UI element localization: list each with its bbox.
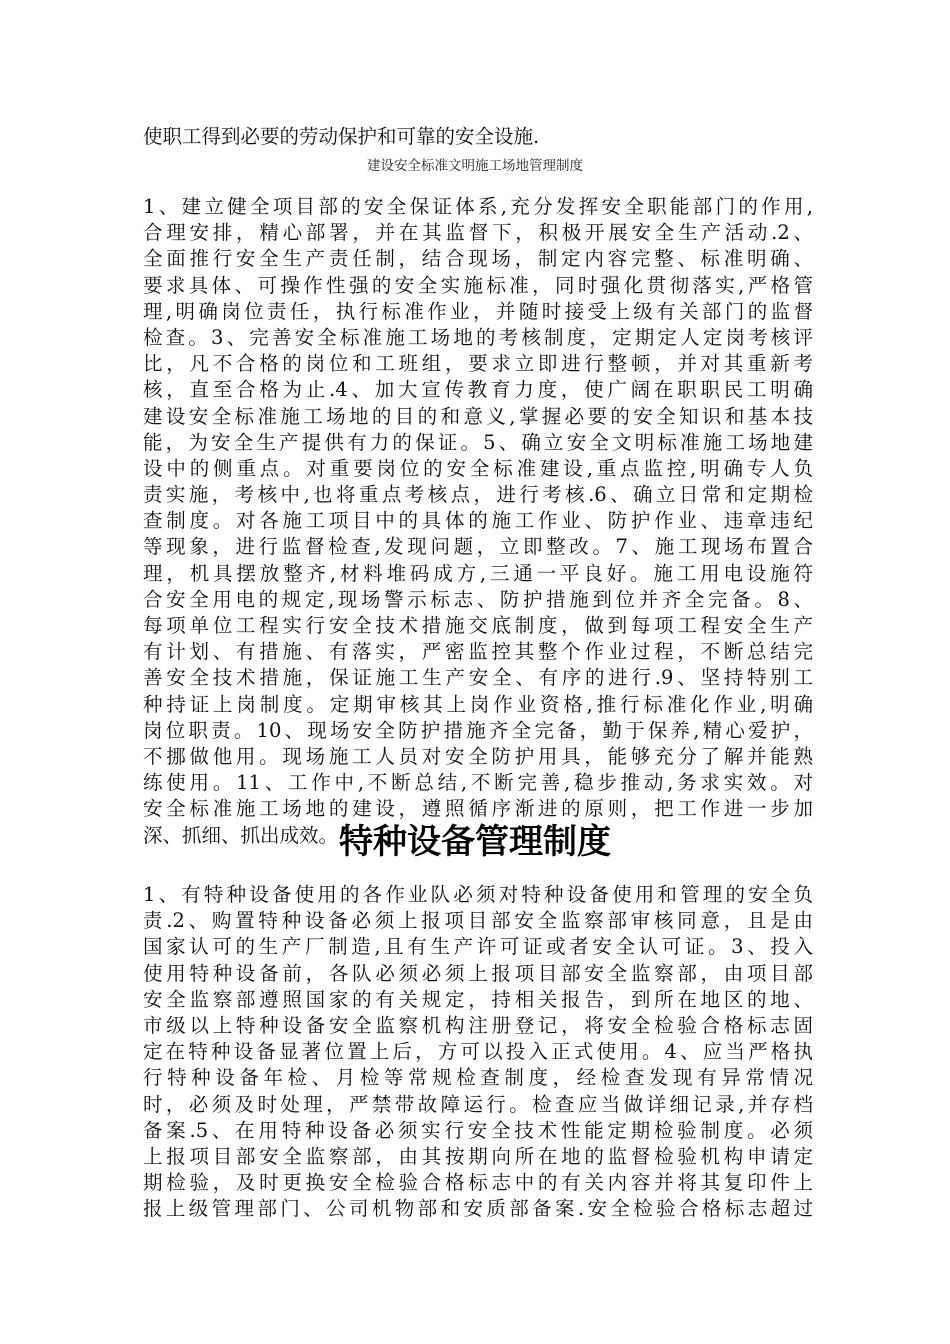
text-line: 建设安全标准施工场地的目的和意义,掌握必要的安全知识和基本技 — [143, 404, 813, 428]
text-line: 合理安排，精心部署，并在其监督下，积极开展安全生产活动.2、 — [143, 221, 813, 245]
text-line: 等现象，进行监督检查,发现问题，立即整改。7、施工现场布置合 — [143, 535, 813, 559]
text-line: 理,明确岗位责任，执行标准作业，并随时接受上级有关部门的监督 — [143, 299, 813, 323]
text-line: 合安全用电的规定,现场警示标志、防护措施到位并齐全完备。8、 — [143, 587, 813, 611]
text-line: 期检验，及时更换安全检验合格标志中的有关内容并将其复印件上 — [143, 1171, 813, 1195]
text-line: 查制度。对各施工项目中的具体的施工作业、防护作业、违章违纪 — [143, 509, 813, 533]
text-line: 备案.5、在用特种设备必须实行安全技术性能定期检验制度。必须 — [143, 1118, 813, 1142]
section1-body — [143, 194, 813, 849]
text-line: 不挪做他用。现场施工人员对安全防护用具，能够充分了解并能熟 — [143, 744, 813, 768]
text-line: 国家认可的生产厂制造,且有生产许可证或者安全认可证。3、投入 — [143, 935, 813, 959]
text-line: 深、抓细、抓出成效。 — [143, 823, 339, 847]
text-line: 要求具体、可操作性强的安全实施标准，同时强化贯彻落实,严格管 — [143, 273, 813, 297]
text-line: 责.2、购置特种设备必须上报项目部安全监察部审核同意，且是由 — [143, 909, 813, 933]
text-line: 种持证上岗制度。定期审核其上岗作业资格,推行标准化作业,明确 — [143, 692, 813, 716]
text-line: 责实施，考核中,也将重点考核点，进行考核.6、确立日常和定期检 — [143, 483, 813, 507]
text-line: 安全监察部遵照国家的有关规定，持相关报告，到所在地区的地、 — [143, 987, 813, 1011]
text-line: 每项单位工程实行安全技术措施交底制度，做到每项工程安全生产 — [143, 614, 813, 637]
text-line: 全面推行安全生产责任制，结合现场，制定内容完整、标准明确、 — [143, 247, 813, 271]
text-line: 1、建立健全项目部的安全保证体系,充分发挥安全职能部门的作用, — [143, 195, 813, 218]
intro-line: 使职工得到必要的劳动保护和可靠的安全设施. — [143, 125, 540, 148]
text-line: 行特种设备年检、月检等常规检查制度，经检查发现有异常情况 — [143, 1066, 813, 1090]
text-line: 有计划、有措施、有落实，严密监控其整个作业过程，不断总结完 — [143, 640, 813, 664]
text-line: 定在特种设备显著位置上后，方可以投入正式使用。4、应当严格执 — [143, 1040, 813, 1064]
text-line: 1、有特种设备使用的各作业队必须对特种设备使用和管理的安全负 — [143, 883, 813, 906]
text-line: 比，凡不合格的岗位和工班组，要求立即进行整顿，并对其重新考 — [143, 352, 813, 376]
text-line: 善安全技术措施，保证施工生产安全、有序的进行.9、坚持特别工 — [143, 666, 813, 690]
text-line: 时，必须及时处理，严禁带故障运行。检查应当做详细记录,并存档 — [143, 1092, 813, 1116]
text-line: 上报项目部安全监察部，由其按期向所在地的监督检验机构申请定 — [143, 1144, 813, 1168]
text-line: 核，直至合格为止.4、加大宣传教育力度，使广阔在职职民工明确 — [143, 378, 813, 402]
text-line: 设中的侧重点。对重要岗位的安全标准建设,重点监控,明确专人负 — [143, 456, 813, 480]
text-line: 安全标准施工场地的建设，遵照循序渐进的原则，把工作进一步加 — [143, 797, 813, 821]
section1-subtitle: 建设安全标准文明施工场地管理制度 — [367, 158, 583, 174]
text-line: 市级以上特种设备安全监察机构注册登记，将安全检验合格标志固 — [143, 1013, 813, 1037]
text-line: 能，为安全生产提供有力的保证。5、确立安全文明标准施工场地建 — [143, 430, 813, 454]
text-line: 岗位职责。10、现场安全防护措施齐全完备，勤于保养,精心爱护， — [143, 718, 813, 742]
text-line: 使用特种设备前，各队必须必须上报项目部安全监察部，由项目部 — [143, 961, 813, 985]
text-line: 理，机具摆放整齐,材料堆码成方,三通一平良好。施工用电设施符 — [143, 561, 813, 585]
section2-title: 特种设备管理制度 — [339, 822, 611, 862]
text-line: 检查。3、完善安全标准施工场地的考核制度，定期定人定岗考核评 — [143, 325, 813, 349]
text-line: 报上级管理部门、公司机物部和安质部备案.安全检验合格标志超过 — [143, 1197, 813, 1221]
intro-paragraph — [143, 124, 813, 150]
text-line: 练使用。11、工作中,不断总结,不断完善,稳步推动,务求实效。对 — [143, 771, 813, 795]
section2-body — [143, 882, 813, 1222]
